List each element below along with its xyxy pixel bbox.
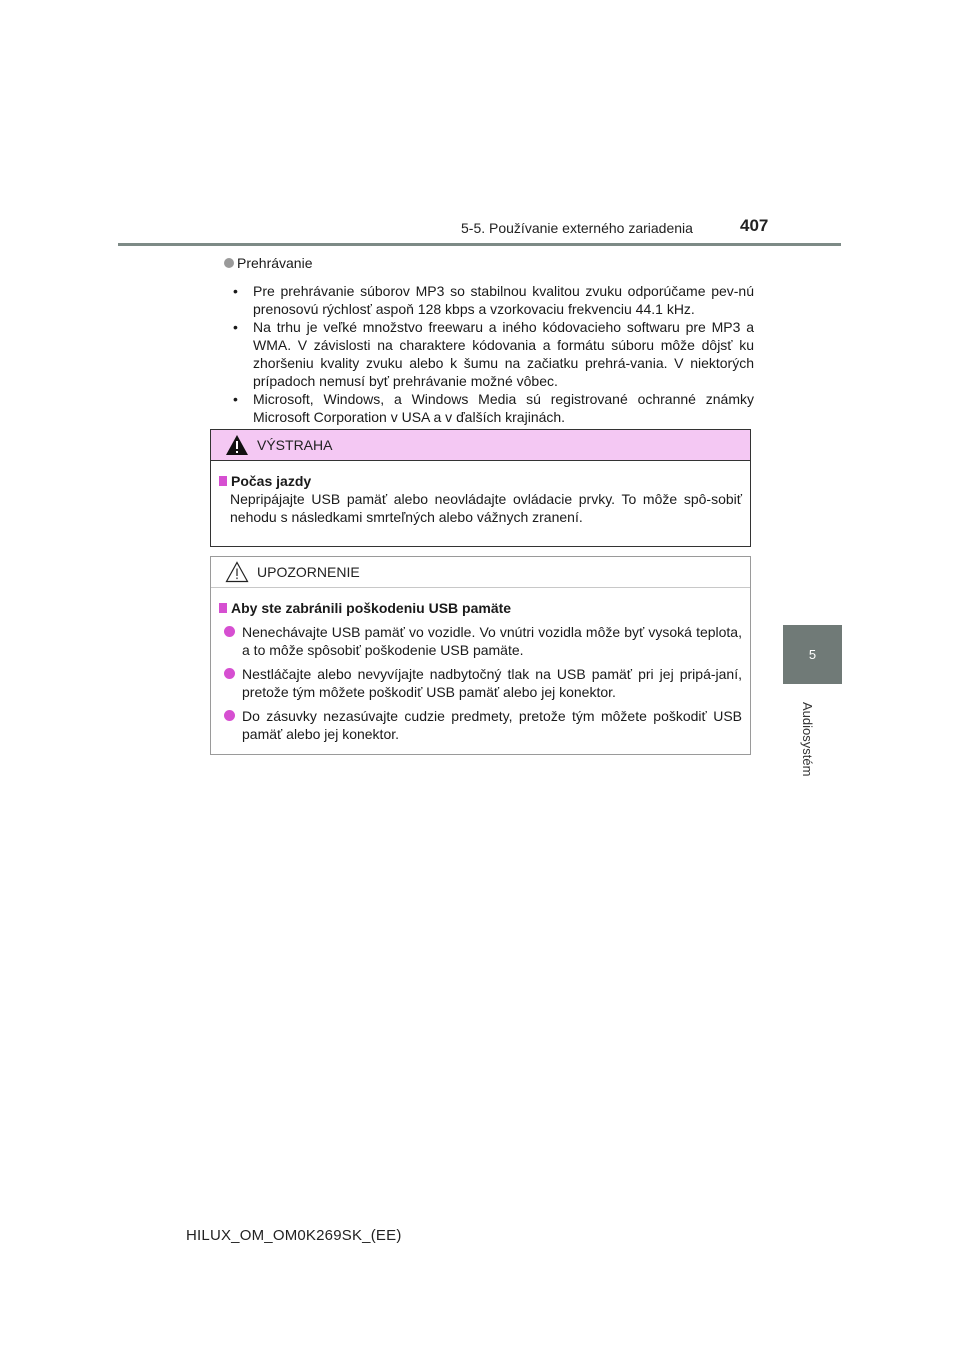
list-item	[230, 318, 754, 390]
chapter-tab: 5	[783, 625, 842, 684]
page-number: 407	[740, 216, 769, 235]
notice-header	[211, 557, 750, 588]
warning-subheading-text: Počas jazdy	[231, 473, 312, 489]
warning-header	[211, 430, 750, 461]
circle-bullet-icon	[224, 668, 235, 679]
warning-box	[210, 429, 751, 547]
header-rule	[118, 243, 841, 246]
square-bullet-icon	[219, 603, 227, 613]
list-item-text: Pre prehrávanie súborov MP3 so stabilnou kvalitou zvuku odporúčame pev-nú prenosovú rýchlosť aspoň 128 kbps a vzorkovaciu frekvenciu 44.1 kHz.	[253, 283, 754, 317]
notice-subheading-text: Aby ste zabránili poškodeniu USB pamäte	[231, 600, 512, 616]
list-item-text: Na trhu je veľké množstvo freewaru a iného kódovacieho softwaru pre MP3 a WMA. V závislosti na charaktere kódovania a formátu súboru môže dôjsť ku zhoršeniu kvality zvuku alebo k šumu na začiatku prehrá-vania. V niektorých prípadoch nemusí byť prehrávanie možné vôbec.	[253, 319, 754, 389]
notice-subheading	[219, 599, 742, 617]
notice-body	[211, 588, 750, 743]
circle-bullet-icon	[224, 710, 235, 721]
warning-title: VÝSTRAHA	[257, 437, 333, 453]
warning-triangle-icon	[225, 434, 249, 456]
playback-heading	[224, 254, 754, 272]
warning-text: Nepripájajte USB pamäť alebo neovládajte ovládacie prvky. To môže spô-sobiť nehodu s následkami smrteľných alebo vážnych zranení.	[230, 491, 742, 525]
notice-title: UPOZORNENIE	[257, 564, 360, 580]
list-item	[219, 707, 742, 743]
header-title: 5-5. Používanie externého zariadenia	[461, 220, 693, 236]
bullet-dot-icon	[224, 258, 234, 268]
bullet-mark: •	[233, 283, 238, 299]
list-item	[219, 665, 742, 701]
list-item	[230, 390, 754, 426]
playback-bullet-list	[230, 282, 754, 426]
circle-bullet-icon	[224, 626, 235, 637]
notice-box	[210, 556, 751, 755]
document-code: HILUX_OM_OM0K269SK_(EE)	[186, 1227, 402, 1244]
list-item-text: Nestláčajte alebo nevyvíjajte nadbytočný tlak na USB pamäť pri jej pripá-janí, pretože tým môžete poškodiť USB pamäť alebo jej konektor.	[242, 666, 742, 700]
warning-subheading	[219, 472, 742, 490]
list-item-text: Nenechávajte USB pamäť vo vozidle. Vo vnútri vozidla môže byť vysoká teplota, a to môže spôsobiť poškodenie USB pamäte.	[242, 624, 742, 658]
warning-body	[211, 461, 750, 526]
chapter-label: Audiosystém	[800, 701, 815, 777]
playback-heading-text: Prehrávanie	[237, 255, 313, 271]
bullet-mark: •	[233, 391, 238, 407]
caution-triangle-icon	[225, 561, 249, 583]
list-item-text: Microsoft, Windows, a Windows Media sú registrované ochranné známky Microsoft Corporation v USA a v ďalších krajinách.	[253, 391, 754, 425]
list-item	[230, 282, 754, 318]
bullet-mark: •	[233, 319, 238, 335]
list-item-text: Do zásuvky nezasúvajte cudzie predmety, pretože tým môžete poškodiť USB pamäť alebo jej konektor.	[242, 708, 742, 742]
square-bullet-icon	[219, 476, 227, 486]
playback-section	[224, 254, 754, 426]
list-item	[219, 623, 742, 659]
